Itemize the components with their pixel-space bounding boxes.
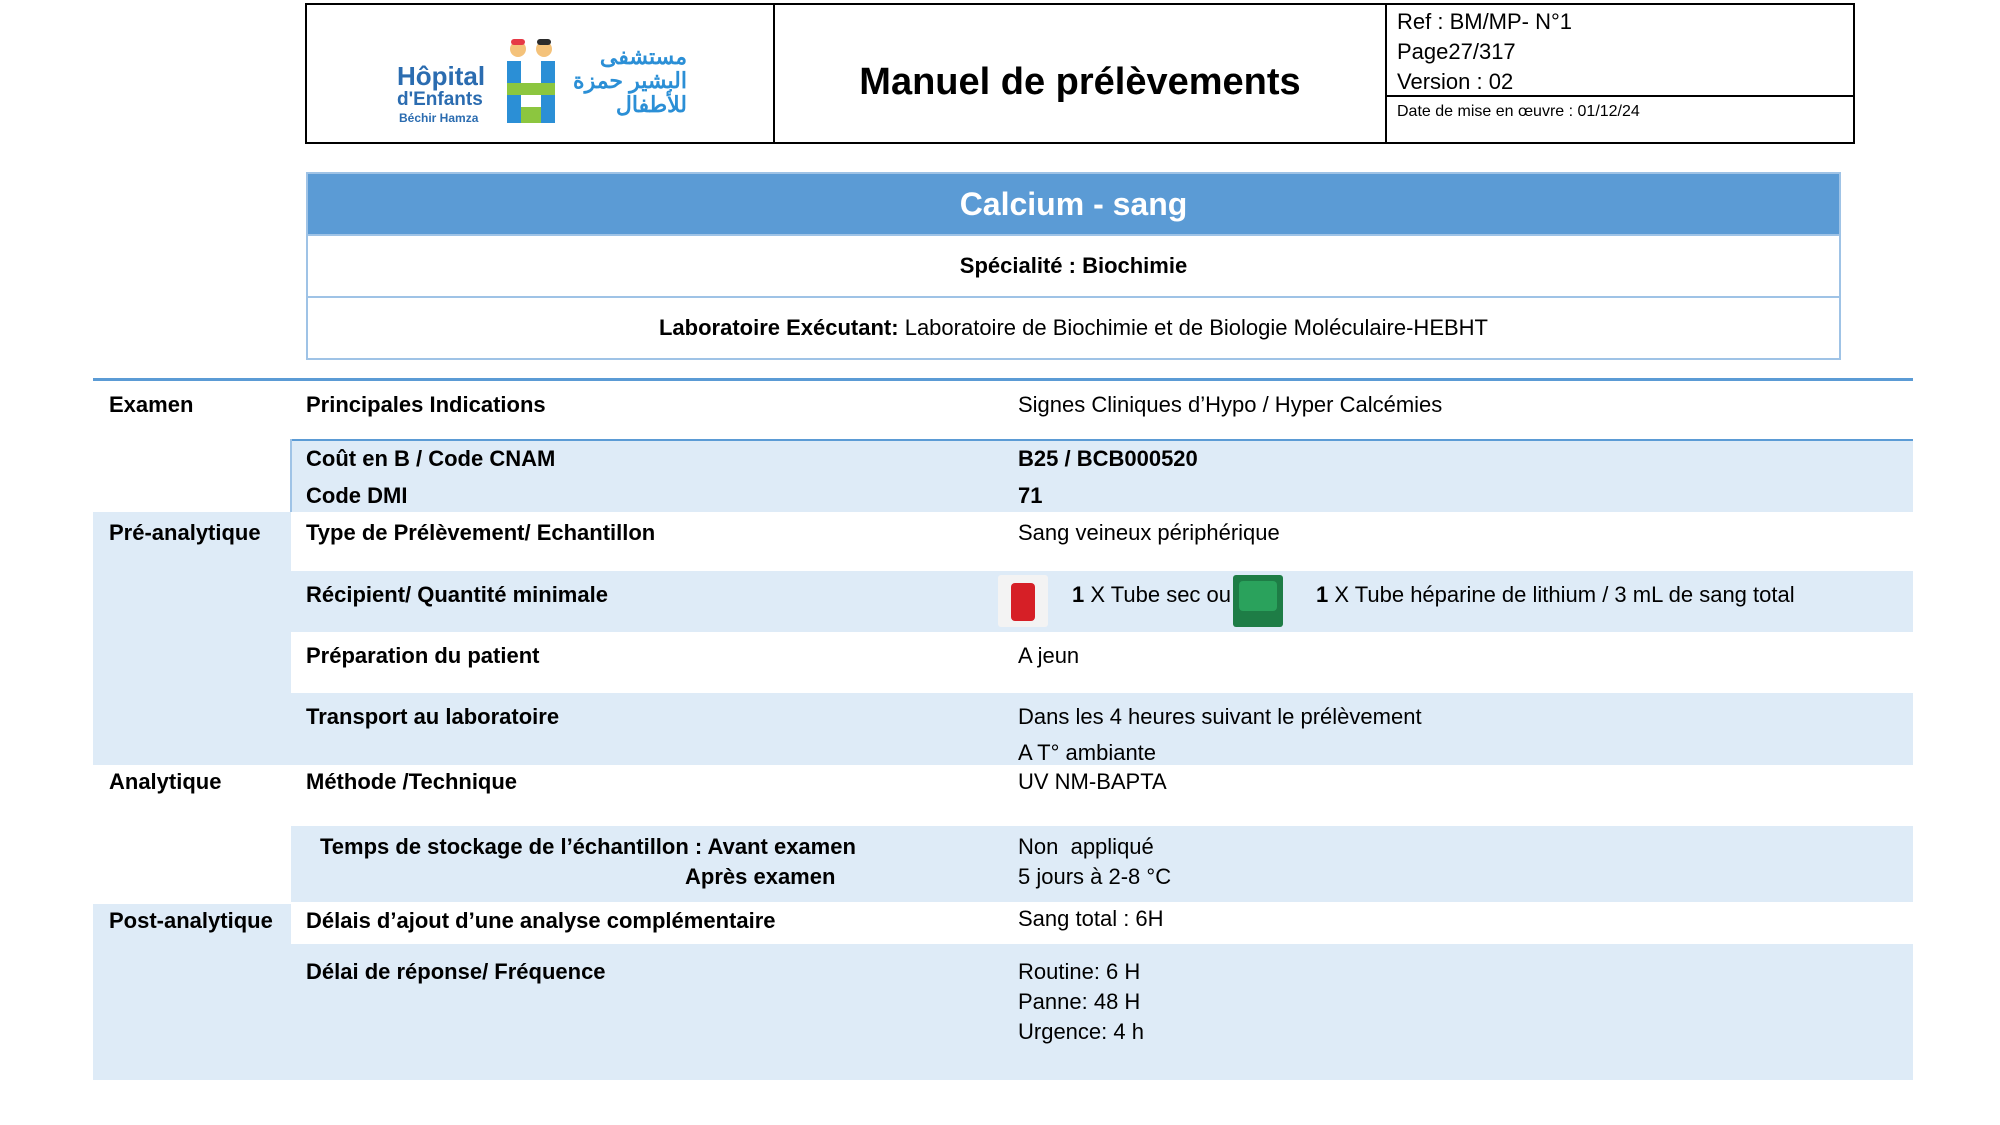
transport-label: Transport au laboratoire bbox=[306, 704, 560, 729]
recipient-tube-sec: X Tube sec ou bbox=[1084, 582, 1232, 607]
reference-info bbox=[1387, 5, 1853, 97]
document-header bbox=[305, 3, 1855, 144]
reponse-label: Délai de réponse/ Fréquence bbox=[306, 959, 606, 984]
dmi-value: 71 bbox=[1018, 483, 1043, 508]
delais-label: Délais d’ajout d’une analyse complémentaire bbox=[306, 908, 776, 933]
row-delais bbox=[93, 904, 1913, 944]
logo-cell bbox=[307, 5, 775, 142]
section-post-analytique: Post-analytique bbox=[109, 908, 273, 933]
logo-text-bechir: Béchir Hamza bbox=[399, 111, 479, 125]
transport-value1: Dans les 4 heures suivant le prélèvement bbox=[1018, 704, 1422, 729]
test-banner bbox=[306, 172, 1841, 360]
laboratoire-value: Laboratoire de Biochimie et de Biologie Moléculaire-HEBHT bbox=[898, 315, 1488, 340]
logo-text-hopital: Hôpital bbox=[397, 61, 486, 91]
specialite-row bbox=[308, 234, 1839, 296]
section-pre-analytique: Pré-analytique bbox=[109, 520, 261, 545]
cout-value: B25 / BCB000520 bbox=[1018, 446, 1198, 471]
recipient-text1 bbox=[1072, 582, 1231, 608]
row-type-prelevement bbox=[291, 512, 1913, 571]
logo-mark-icon bbox=[501, 37, 561, 127]
effective-date: Date de mise en œuvre : 01/12/24 bbox=[1397, 103, 1640, 120]
stockage-value1: Non appliqué bbox=[1018, 834, 1154, 859]
indications-label: Principales Indications bbox=[306, 392, 546, 417]
row-recipient bbox=[291, 571, 1913, 632]
hospital-logo bbox=[397, 31, 687, 126]
laboratoire-label: Laboratoire Exécutant: bbox=[658, 315, 899, 340]
reference-cell bbox=[1387, 5, 1853, 142]
pre-analytique-shade bbox=[93, 512, 291, 765]
row-stockage bbox=[291, 826, 1913, 902]
laboratoire-row bbox=[308, 296, 1839, 358]
row-methode bbox=[93, 765, 1913, 826]
green-tube-icon bbox=[1233, 575, 1283, 627]
recipient-text2 bbox=[1316, 582, 1795, 608]
recipient-qty2: 1 bbox=[1316, 582, 1329, 607]
delais-value: Sang total : 6H bbox=[1018, 906, 1164, 931]
stockage-label1: Temps de stockage de l’échantillon : Avant examen bbox=[320, 834, 856, 859]
stockage-value2: 5 jours à 2-8 °C bbox=[1018, 864, 1172, 889]
document-title: Manuel de prélèvements bbox=[859, 61, 1301, 103]
page-number: Page27/317 bbox=[1397, 39, 1516, 64]
version-number: Version : 02 bbox=[1397, 69, 1514, 94]
stockage-label2: Après examen bbox=[685, 864, 836, 889]
indications-value: Signes Cliniques d’Hypo / Hyper Calcémies bbox=[1018, 392, 1443, 417]
row-indications bbox=[93, 381, 1913, 439]
preparation-value: A jeun bbox=[1018, 643, 1080, 668]
transport-value2: A T° ambiante bbox=[1018, 740, 1157, 765]
reponse-urgence: Urgence: 4 h bbox=[1018, 1019, 1144, 1044]
reponse-panne: Panne: 48 H bbox=[1018, 989, 1141, 1014]
title-cell bbox=[775, 5, 1387, 142]
dmi-label: Code DMI bbox=[306, 483, 408, 508]
row-reponse bbox=[291, 944, 1913, 1080]
cout-label: Coût en B / Code CNAM bbox=[306, 446, 556, 471]
methode-value: UV NM-BAPTA bbox=[1018, 769, 1167, 794]
logo-arabic-line3: للأطفال bbox=[615, 92, 687, 117]
section-analytique: Analytique bbox=[109, 769, 222, 794]
cout-left-border bbox=[290, 439, 292, 512]
reference-number: Ref : BM/MP- N°1 bbox=[1397, 9, 1573, 34]
test-title: Calcium - sang bbox=[308, 174, 1839, 234]
recipient-tube-heparine: X Tube héparine de lithium / 3 mL de sang total bbox=[1328, 582, 1795, 607]
type-value: Sang veineux périphérique bbox=[1018, 520, 1280, 545]
section-examen: Examen bbox=[109, 392, 194, 417]
preparation-label: Préparation du patient bbox=[306, 643, 540, 668]
recipient-label: Récipient/ Quantité minimale bbox=[306, 582, 608, 607]
red-tube-icon bbox=[998, 575, 1048, 627]
type-label: Type de Prélèvement/ Echantillon bbox=[306, 520, 656, 545]
methode-label: Méthode /Technique bbox=[306, 769, 518, 794]
logo-text-enfants: d'Enfants bbox=[397, 89, 483, 110]
row-transport bbox=[291, 693, 1913, 765]
logo-arabic-line2: البشير حمزة bbox=[573, 68, 687, 93]
logo-arabic-text bbox=[567, 45, 687, 117]
row-preparation bbox=[291, 632, 1913, 693]
recipient-qty1: 1 bbox=[1072, 582, 1085, 607]
specialite-text: Spécialité : Biochimie bbox=[959, 253, 1188, 278]
reponse-routine: Routine: 6 H bbox=[1018, 959, 1141, 984]
row-cout-dmi bbox=[291, 441, 1913, 512]
logo-arabic-line1: مستشفى bbox=[599, 44, 687, 69]
